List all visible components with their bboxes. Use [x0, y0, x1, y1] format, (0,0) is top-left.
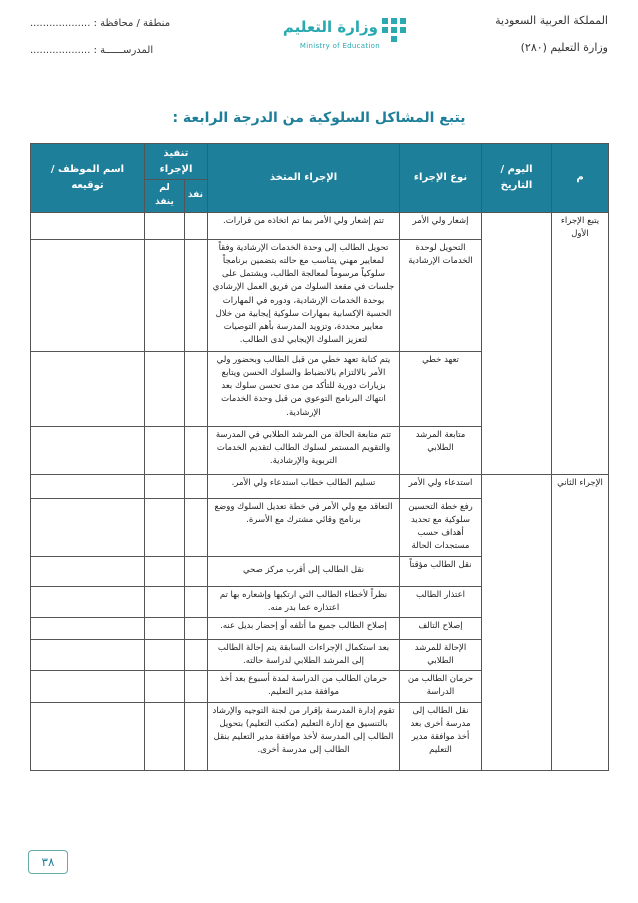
not-done-cell[interactable]: [145, 498, 185, 556]
logo-arabic-text: وزارة التعليم: [282, 18, 378, 36]
stage-cell: الإجراء الثاني: [552, 474, 609, 770]
not-done-cell[interactable]: [145, 351, 185, 426]
page-number: ٣٨: [28, 850, 68, 874]
not-done-cell[interactable]: [145, 586, 185, 617]
action-cell: تتم إشعار ولي الأمر بما تم اتخاذه من قرارات.: [208, 212, 400, 239]
header-m: م: [552, 144, 609, 213]
ministry-name: وزارة التعليم (٢٨٠): [520, 41, 608, 54]
employee-cell[interactable]: [31, 617, 145, 639]
header-exec-not: لم ينفذ: [145, 180, 185, 213]
action-cell: تقوم إدارة المدرسة بإقرار من لجنة التوجيه والإرشاد بالتنسيق مع إدارة التعليم (مكتب التعليم) بتحويل الطالب إلى المدرسة لأخذ موافقة مدير التعليم بنقل الطالب إلى مدرسة أخرى.: [208, 702, 400, 770]
action-cell: تتم متابعة الحالة من المرشد الطلابي في المدرسة والتقويم المستمر لسلوك الطالب لتقديم الخدمات التربوية والإرشادية.: [208, 426, 400, 474]
type-cell: إشعار ولي الأمر: [400, 212, 482, 239]
employee-cell[interactable]: [31, 702, 145, 770]
action-cell: حرمان الطالب من الدراسة لمدة أسبوع بعد أخذ موافقة مدير التعليم.: [208, 671, 400, 702]
done-cell[interactable]: [185, 239, 208, 351]
not-done-cell[interactable]: [145, 239, 185, 351]
done-cell[interactable]: [185, 351, 208, 426]
logo-english-text: Ministry of Education: [299, 42, 380, 50]
stage-cell: يتبع الإجراء الأول: [552, 212, 609, 474]
employee-cell[interactable]: [31, 239, 145, 351]
type-cell: استدعاء ولي الأمر: [400, 474, 482, 498]
type-cell: اعتذار الطالب: [400, 586, 482, 617]
header-right: [495, 14, 608, 68]
behavior-actions-table: [30, 143, 609, 771]
done-cell[interactable]: [185, 671, 208, 702]
type-cell: نقل الطالب إلى مدرسة أخرى بعد أخذ موافقة مدير التعليم: [400, 702, 482, 770]
action-cell: إصلاح الطالب جميع ما أتلفه أو إحضار بديل عنه.: [208, 617, 400, 639]
not-done-cell[interactable]: [145, 617, 185, 639]
table-row: [31, 212, 609, 239]
employee-cell[interactable]: [31, 474, 145, 498]
country-name: المملكة العربية السعودية: [495, 14, 608, 27]
type-cell: إصلاح التالف: [400, 617, 482, 639]
type-cell: حرمان الطالب من الدراسة: [400, 671, 482, 702]
done-cell[interactable]: [185, 212, 208, 239]
type-cell: تعهد خطي: [400, 351, 482, 426]
ministry-logo: [282, 12, 408, 64]
region-field: منطقة / محافظة : ...................: [30, 18, 171, 29]
employee-cell[interactable]: [31, 498, 145, 556]
done-cell[interactable]: [185, 474, 208, 498]
action-cell: تسليم الطالب خطاب استدعاء ولي الأمر.: [208, 474, 400, 498]
not-done-cell[interactable]: [145, 639, 185, 670]
not-done-cell[interactable]: [145, 702, 185, 770]
type-cell: رفع خطة التحسين سلوكية مع تحديد أهداف حسب مستجدات الحالة: [400, 498, 482, 556]
header-exec: تنفيذ الإجراء: [145, 144, 208, 180]
ministry-logo-icon: [380, 16, 408, 44]
done-cell[interactable]: [185, 702, 208, 770]
header-date: اليوم / التاريخ: [482, 144, 552, 213]
action-cell: تحويل الطالب إلى وحدة الخدمات الإرشادية وفقاً لمعايير مهني يتناسب مع حالته بتضمين برنامجاً سلوكياً مرسوماً لمعالجة الطالب، ويشتمل على جلسات في مقعد السلوك من فريق العمل الإرشادي بوحدة الخدمات الإرشادية، ودوره في المهارات الحسية الإكسابية بمهارات سلوكية إيجابية من خلال معايير محددة، وتزويد المدرسة بأهم التوصيات لتعزيز السلوك الإيجابي لدى الطالب.: [208, 239, 400, 351]
not-done-cell[interactable]: [145, 474, 185, 498]
header-employee: اسم الموظف / توقيعه: [31, 144, 145, 213]
school-field: المدرســــــة : ...................: [30, 45, 154, 56]
page-title: يتبع المشاكل السلوكية من الدرجة الرابعة :: [172, 110, 466, 126]
type-cell: الإحالة للمرشد الطلابي: [400, 639, 482, 670]
employee-cell[interactable]: [31, 556, 145, 586]
done-cell[interactable]: [185, 617, 208, 639]
type-cell: التحويل لوحدة الخدمات الإرشادية: [400, 239, 482, 351]
action-cell: بعد استكمال الإجراءات السابقة يتم إحالة الطالب إلى المرشد الطلابي لدراسة حالته.: [208, 639, 400, 670]
done-cell[interactable]: [185, 586, 208, 617]
type-cell: نقل الطالب مؤقتاً: [400, 556, 482, 586]
done-cell[interactable]: [185, 498, 208, 556]
type-cell: متابعة المرشد الطلابي: [400, 426, 482, 474]
employee-cell[interactable]: [31, 586, 145, 617]
not-done-cell[interactable]: [145, 426, 185, 474]
done-cell[interactable]: [185, 426, 208, 474]
done-cell[interactable]: [185, 639, 208, 670]
not-done-cell[interactable]: [145, 556, 185, 586]
header-left: [30, 18, 170, 72]
action-cell: التعاقد مع ولي الأمر في خطة تعديل السلوك ووضع برنامج وقائي مشترك مع الأسرة.: [208, 498, 400, 556]
employee-cell[interactable]: [31, 671, 145, 702]
date-cell[interactable]: [482, 212, 552, 474]
header-exec-done: نفذ: [185, 180, 208, 213]
header-type: نوع الإجراء: [400, 144, 482, 213]
header-action: الإجراء المتخذ: [208, 144, 400, 213]
date-cell[interactable]: [482, 474, 552, 770]
employee-cell[interactable]: [31, 426, 145, 474]
employee-cell[interactable]: [31, 351, 145, 426]
employee-cell[interactable]: [31, 639, 145, 670]
not-done-cell[interactable]: [145, 212, 185, 239]
table-row: [31, 474, 609, 498]
employee-cell[interactable]: [31, 212, 145, 239]
done-cell[interactable]: [185, 556, 208, 586]
action-cell: نقل الطالب إلى أقرب مركز صحي: [208, 556, 400, 586]
action-cell: نظراً لأخطاء الطالب التي ارتكبها وإشعاره بها تم اعتذاره عما بدر منه.: [208, 586, 400, 617]
action-cell: يتم كتابة تعهد خطي من قبل الطالب وبحضور ولي الأمر بالالتزام بالانضباط والسلوك الحسن ويتابع بزيارات دورية للتأكد من مدى تحسن سلوك بعد انتهاك البرنامج التوعوي من قبل وحدة الخدمات الإرشادية.: [208, 351, 400, 426]
not-done-cell[interactable]: [145, 671, 185, 702]
